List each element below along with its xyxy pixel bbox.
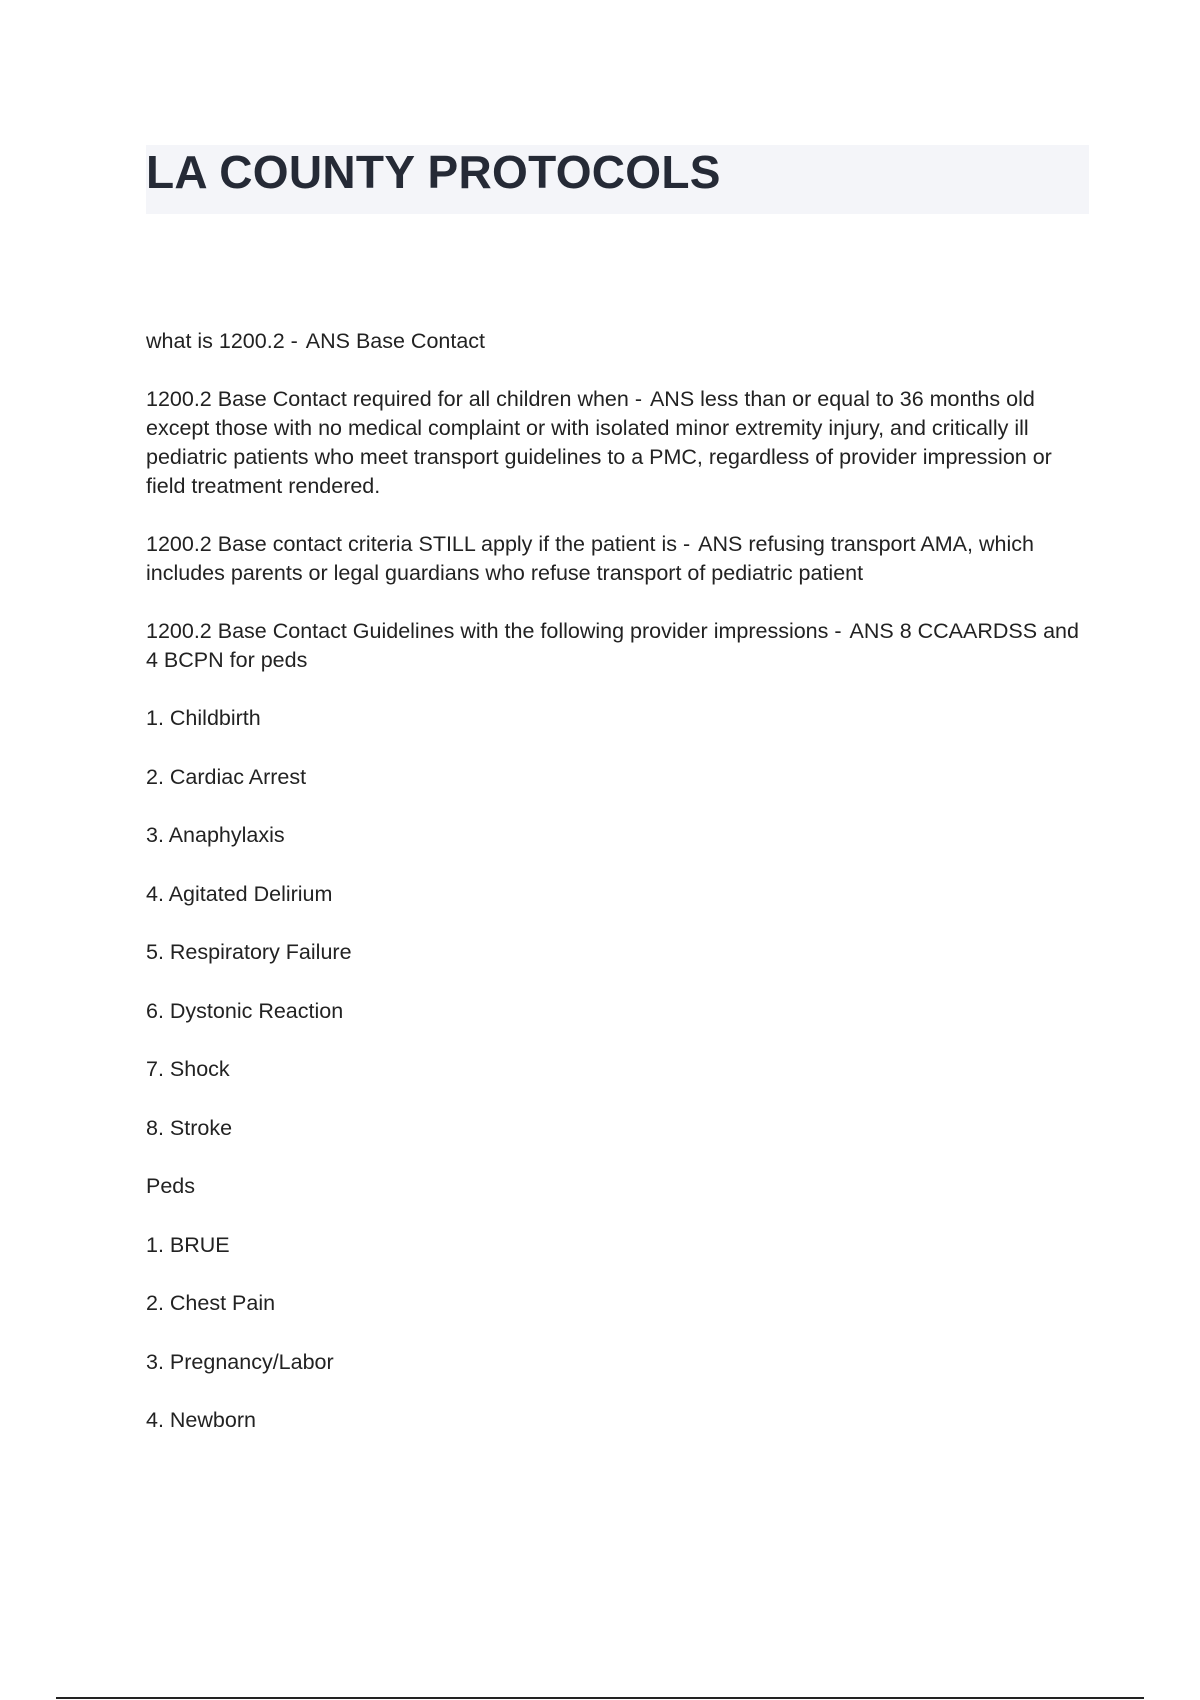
list-item: 1. BRUE: [146, 1232, 230, 1257]
qa-question: 1200.2 Base contact criteria STILL apply if the patient is -: [146, 532, 691, 556]
list-item: 3. Pregnancy/Labor: [146, 1349, 334, 1374]
qa-item: [146, 617, 1090, 675]
footer-rule: [56, 1697, 1144, 1699]
list-item: 6. Dystonic Reaction: [146, 998, 344, 1023]
qa-question: 1200.2 Base Contact Guidelines with the following provider impressions -: [146, 619, 842, 643]
qa-answer: ANS 8 CCAARDSS and 4 BCPN for peds: [146, 619, 1079, 672]
qa-item: [146, 327, 1090, 356]
document-body: [146, 327, 1090, 1465]
list-item: 8. Stroke: [146, 1115, 233, 1140]
list-item: 1. Childbirth: [146, 706, 261, 730]
qa-item: [146, 385, 1090, 501]
list-item: 4. Newborn: [146, 1408, 256, 1432]
list-item: 3. Anaphylaxis: [146, 823, 285, 847]
qa-answer: ANS refusing transport AMA, which includes parents or legal guardians who refuse transport of pediatric patient: [146, 532, 1034, 585]
page-title: LA COUNTY PROTOCOLS: [146, 146, 721, 198]
list-item: 4. Agitated Delirium: [146, 881, 333, 906]
list-item: 2. Cardiac Arrest: [146, 764, 307, 789]
qa-answer: ANS Base Contact: [305, 329, 486, 353]
impressions-list: [146, 704, 1090, 1143]
qa-item: [146, 530, 1090, 588]
qa-answer: ANS less than or equal to 36 months old except those with no medical complaint or with isolated minor extremity injury, and critically ill pediatric patients who meet transport guidelines to a PMC, regardless of provider impression or field treatment rendered.: [146, 387, 1052, 498]
qa-question: 1200.2 Base Contact required for all children when -: [146, 387, 642, 411]
list-item: 7. Shock: [146, 1057, 230, 1081]
peds-heading: Peds: [146, 1174, 196, 1198]
list-item: 2. Chest Pain: [146, 1291, 276, 1315]
qa-question: what is 1200.2 -: [146, 329, 298, 353]
list-item: 5. Respiratory Failure: [146, 940, 352, 964]
peds-list: [146, 1231, 1090, 1436]
